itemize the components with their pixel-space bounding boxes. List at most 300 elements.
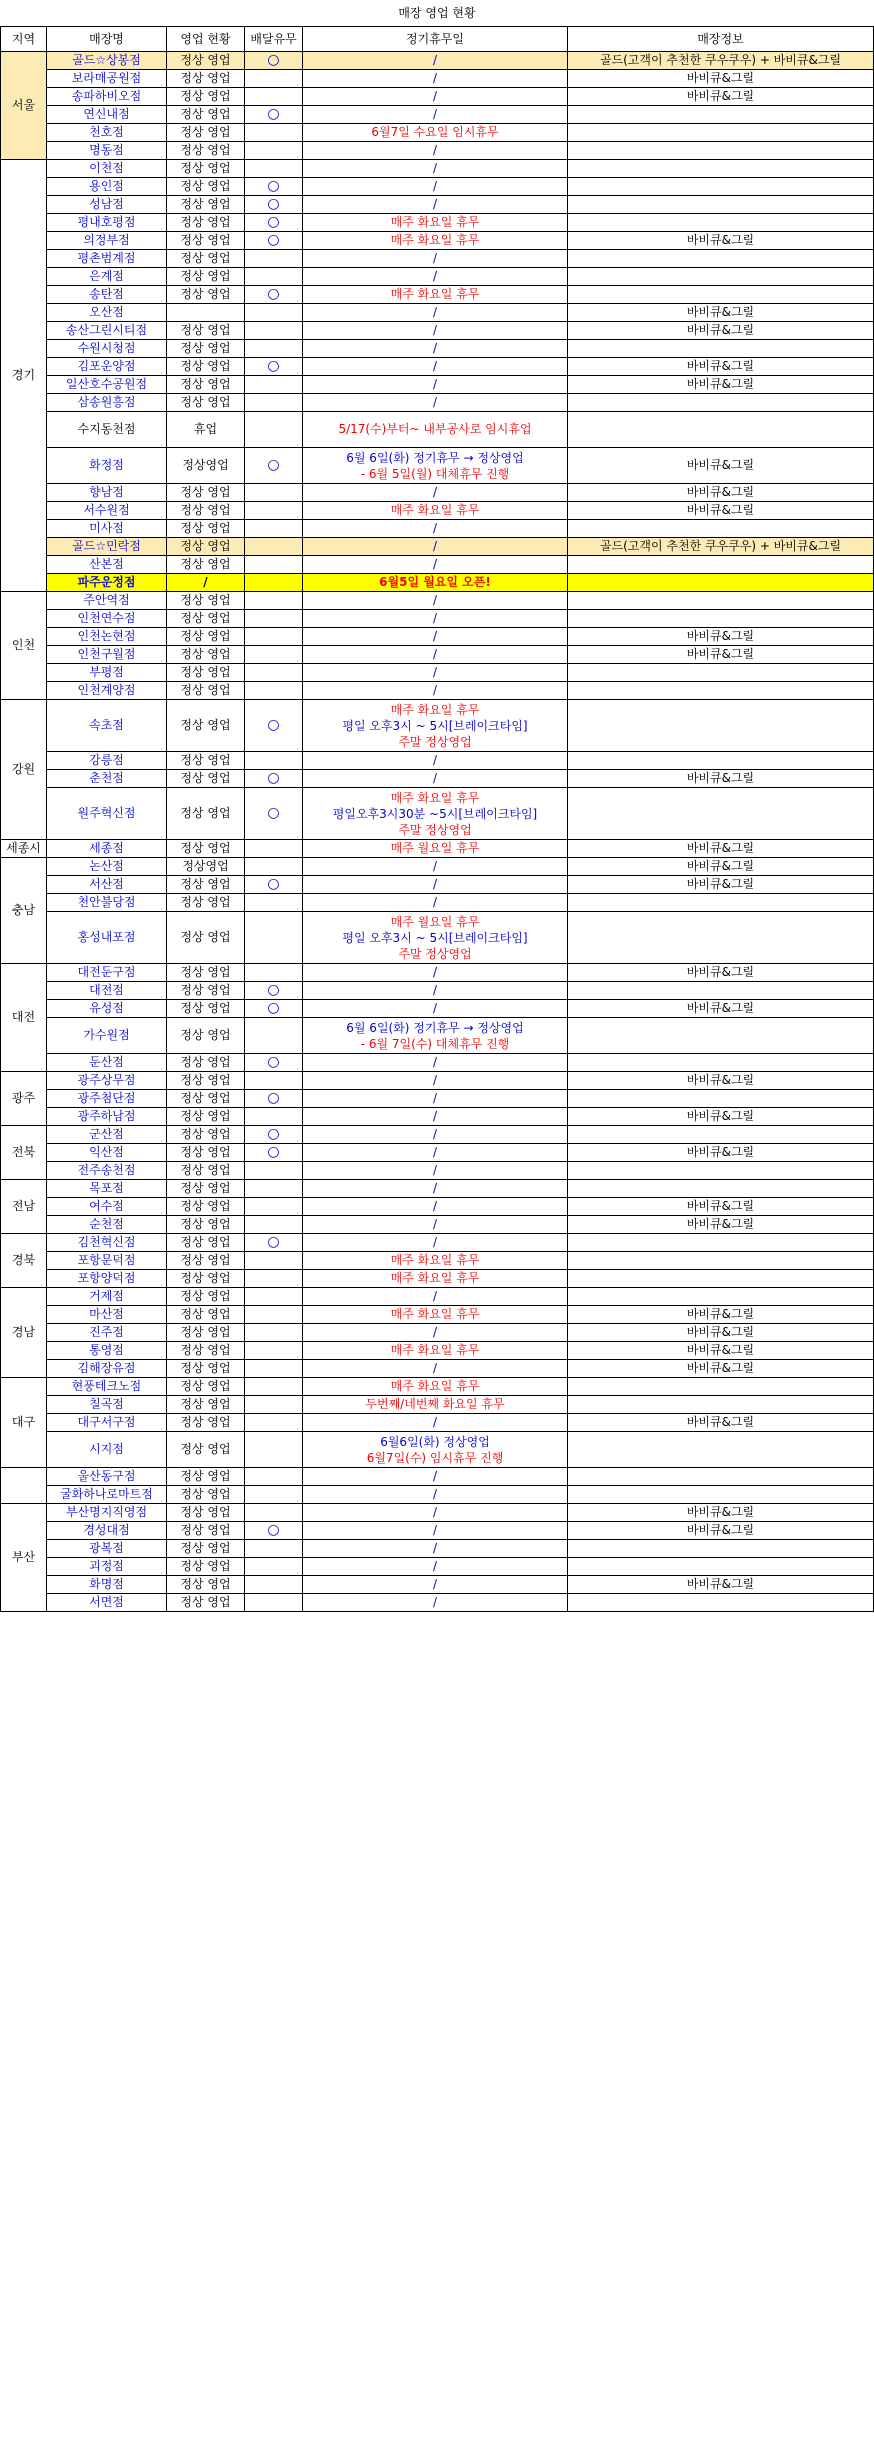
holiday-cell: 매주 화요일 휴무 (303, 1252, 568, 1270)
holiday-cell: / (303, 982, 568, 1000)
holiday-cell: / (303, 142, 568, 160)
store-info (568, 574, 874, 592)
store-name: 경성대점 (47, 1522, 167, 1540)
holiday-line: 주말 정상영업 (398, 946, 472, 961)
holiday-line: - 6월 5일(월) 대체휴무 진행 (360, 466, 510, 481)
store-name: 서수원점 (47, 502, 167, 520)
holiday-line: 6월 6일(화) 정기휴무 → 정상영업 (346, 1020, 524, 1035)
store-name: 통영점 (47, 1342, 167, 1360)
store-status: 정상 영업 (167, 664, 245, 682)
store-name: 논산점 (47, 858, 167, 876)
holiday-cell: / (303, 358, 568, 376)
delivery-cell (245, 142, 303, 160)
store-info: 바비큐&그릴 (568, 70, 874, 88)
store-name: 송파하비오점 (47, 88, 167, 106)
table-row (1, 1180, 874, 1198)
store-info (568, 160, 874, 178)
region-cell: 강원 (1, 700, 47, 840)
store-name: 광주하남점 (47, 1108, 167, 1126)
delivery-cell (245, 124, 303, 142)
holiday-cell: / (303, 1090, 568, 1108)
holiday-cell: 매주 화요일 휴무 (303, 214, 568, 232)
holiday-cell: / (303, 1108, 568, 1126)
table-row (1, 840, 874, 858)
holiday-cell: / (303, 1522, 568, 1540)
delivery-cell (245, 1018, 303, 1054)
store-name: 오산점 (47, 304, 167, 322)
table-row (1, 1270, 874, 1288)
delivery-cell (245, 1216, 303, 1234)
store-status: 정상 영업 (167, 178, 245, 196)
table-row (1, 1126, 874, 1144)
store-info: 골드(고객이 추천한 쿠우쿠우) + 바비큐&그릴 (568, 52, 874, 70)
holiday-line: 매주 화요일 휴무 (390, 790, 480, 805)
delivery-cell (245, 682, 303, 700)
store-status: 정상 영업 (167, 286, 245, 304)
store-name: 평내호평점 (47, 214, 167, 232)
table-row (1, 1162, 874, 1180)
holiday-cell: / (303, 1198, 568, 1216)
store-name: 이천점 (47, 160, 167, 178)
store-name: 순천점 (47, 1216, 167, 1234)
region-cell: 충남 (1, 858, 47, 964)
store-name: 송산그린시티점 (47, 322, 167, 340)
store-info: 바비큐&그릴 (568, 448, 874, 484)
header-status: 영업 현황 (167, 27, 245, 52)
store-info: 바비큐&그릴 (568, 964, 874, 982)
table-row (1, 142, 874, 160)
table-row (1, 1594, 874, 1612)
table-row (1, 286, 874, 304)
holiday-cell: 매주 화요일 휴무 (303, 1306, 568, 1324)
table-row (1, 682, 874, 700)
store-info (568, 394, 874, 412)
store-info: 바비큐&그릴 (568, 88, 874, 106)
delivery-circle-icon: ○ (245, 214, 303, 232)
store-status: 정상 영업 (167, 268, 245, 286)
store-name: 진주점 (47, 1324, 167, 1342)
delivery-cell (245, 1252, 303, 1270)
holiday-cell: / (303, 1540, 568, 1558)
store-name: 굴화하나로마트점 (47, 1486, 167, 1504)
holiday-cell: / (303, 322, 568, 340)
header-store-name: 매장명 (47, 27, 167, 52)
store-info: 바비큐&그릴 (568, 1324, 874, 1342)
store-name: 광복점 (47, 1540, 167, 1558)
store-info (568, 1270, 874, 1288)
store-name: 은계점 (47, 268, 167, 286)
store-status: 정상 영업 (167, 1162, 245, 1180)
holiday-cell: 매주 화요일 휴무 (303, 1342, 568, 1360)
store-name: 홍성내포점 (47, 912, 167, 964)
delivery-cell (245, 1486, 303, 1504)
store-name: 수원시청점 (47, 340, 167, 358)
table-row (1, 394, 874, 412)
store-status: 정상 영업 (167, 1072, 245, 1090)
table-row (1, 912, 874, 964)
store-name: 화명점 (47, 1576, 167, 1594)
holiday-cell: / (303, 1234, 568, 1252)
holiday-line: 평일 오후3시 ~ 5시[브레이크타임] (342, 718, 528, 733)
delivery-circle-icon: ○ (245, 106, 303, 124)
store-status: 정상 영업 (167, 124, 245, 142)
holiday-cell: 매주 화요일 휴무 (303, 286, 568, 304)
store-status: 정상 영업 (167, 1270, 245, 1288)
table-row (1, 592, 874, 610)
store-status: 정상영업 (167, 448, 245, 484)
store-status: 정상 영업 (167, 1540, 245, 1558)
table-row (1, 1234, 874, 1252)
table-row (1, 52, 874, 70)
store-name: 연신내점 (47, 106, 167, 124)
store-status: 정상 영업 (167, 894, 245, 912)
store-info (568, 1558, 874, 1576)
table-row (1, 1432, 874, 1468)
store-status: 정상 영업 (167, 770, 245, 788)
holiday-cell: / (303, 628, 568, 646)
store-status: 정상 영업 (167, 1342, 245, 1360)
store-status: 정상 영업 (167, 840, 245, 858)
store-info (568, 912, 874, 964)
holiday-cell: / (303, 752, 568, 770)
table-row (1, 1540, 874, 1558)
store-info: 골드(고객이 추천한 쿠우쿠우) + 바비큐&그릴 (568, 538, 874, 556)
store-name: 인천연수점 (47, 610, 167, 628)
store-name: 전주송천점 (47, 1162, 167, 1180)
holiday-cell: 매주 화요일 휴무 (303, 232, 568, 250)
delivery-cell (245, 340, 303, 358)
region-cell: 서울 (1, 52, 47, 160)
store-name: 거제점 (47, 1288, 167, 1306)
store-name: 김천혁신점 (47, 1234, 167, 1252)
store-info: 바비큐&그릴 (568, 232, 874, 250)
holiday-cell: / (303, 52, 568, 70)
store-status: 정상 영업 (167, 1594, 245, 1612)
store-table-body (1, 52, 874, 1612)
holiday-cell: / (303, 1216, 568, 1234)
store-info: 바비큐&그릴 (568, 1576, 874, 1594)
delivery-cell (245, 894, 303, 912)
table-row (1, 1378, 874, 1396)
holiday-cell (303, 1432, 568, 1468)
delivery-circle-icon: ○ (245, 876, 303, 894)
delivery-cell (245, 646, 303, 664)
store-name: 속초점 (47, 700, 167, 752)
table-row (1, 788, 874, 840)
table-row (1, 556, 874, 574)
table-row (1, 700, 874, 752)
table-row (1, 1144, 874, 1162)
store-info (568, 1396, 874, 1414)
store-status: 정상 영업 (167, 1252, 245, 1270)
store-info: 바비큐&그릴 (568, 876, 874, 894)
delivery-circle-icon: ○ (245, 1054, 303, 1072)
table-row (1, 448, 874, 484)
holiday-cell: / (303, 646, 568, 664)
store-status: 정상 영업 (167, 1216, 245, 1234)
region-cell: 인천 (1, 592, 47, 700)
store-info (568, 1180, 874, 1198)
store-name: 대구서구점 (47, 1414, 167, 1432)
store-name: 인천계양점 (47, 682, 167, 700)
holiday-cell: / (303, 682, 568, 700)
store-status: 정상 영업 (167, 142, 245, 160)
table-row (1, 358, 874, 376)
table-row (1, 106, 874, 124)
delivery-cell (245, 1342, 303, 1360)
store-name: 여수점 (47, 1198, 167, 1216)
store-name: 익산점 (47, 1144, 167, 1162)
store-table (0, 26, 874, 1612)
table-row (1, 1360, 874, 1378)
store-status: 정상 영업 (167, 610, 245, 628)
delivery-circle-icon: ○ (245, 1144, 303, 1162)
table-row (1, 160, 874, 178)
table-row (1, 1306, 874, 1324)
store-name: 세종점 (47, 840, 167, 858)
delivery-circle-icon: ○ (245, 700, 303, 752)
holiday-cell: / (303, 1054, 568, 1072)
delivery-cell (245, 840, 303, 858)
delivery-cell (245, 376, 303, 394)
delivery-circle-icon: ○ (245, 232, 303, 250)
store-status: 정상 영업 (167, 1018, 245, 1054)
store-status: 정상 영업 (167, 1306, 245, 1324)
table-row (1, 1198, 874, 1216)
table-row (1, 376, 874, 394)
holiday-cell: / (303, 304, 568, 322)
store-info (568, 664, 874, 682)
store-info (568, 268, 874, 286)
holiday-cell: / (303, 376, 568, 394)
store-status: 정상 영업 (167, 1126, 245, 1144)
store-name: 시지점 (47, 1432, 167, 1468)
store-info (568, 142, 874, 160)
delivery-cell (245, 1504, 303, 1522)
holiday-cell: 매주 월요일 휴무 (303, 840, 568, 858)
delivery-cell (245, 610, 303, 628)
store-info (568, 196, 874, 214)
holiday-cell: / (303, 1558, 568, 1576)
store-info: 바비큐&그릴 (568, 1144, 874, 1162)
store-status: 정상 영업 (167, 52, 245, 70)
table-row (1, 214, 874, 232)
store-status: 정상 영업 (167, 1558, 245, 1576)
table-row (1, 876, 874, 894)
store-status: 정상 영업 (167, 1180, 245, 1198)
store-info (568, 520, 874, 538)
holiday-cell: / (303, 1324, 568, 1342)
holiday-line: - 6월 7일(수) 대체휴무 진행 (360, 1036, 510, 1051)
store-info (568, 178, 874, 196)
store-status: 정상 영업 (167, 340, 245, 358)
holiday-cell: / (303, 1126, 568, 1144)
store-status: 정상 영업 (167, 1432, 245, 1468)
store-name: 울산동구점 (47, 1468, 167, 1486)
store-name: 군산점 (47, 1126, 167, 1144)
store-status: 정상 영업 (167, 106, 245, 124)
holiday-cell: / (303, 610, 568, 628)
store-name: 삼송원흥점 (47, 394, 167, 412)
region-cell: 경기 (1, 160, 47, 592)
store-info (568, 1432, 874, 1468)
store-info: 바비큐&그릴 (568, 646, 874, 664)
table-row (1, 70, 874, 88)
table-row (1, 484, 874, 502)
store-name: 춘천점 (47, 770, 167, 788)
delivery-cell (245, 1576, 303, 1594)
holiday-line: 주말 정상영업 (398, 822, 472, 837)
store-status: 정상 영업 (167, 1576, 245, 1594)
holiday-cell: 6월5일 월요일 오픈! (303, 574, 568, 592)
store-status: 정상 영업 (167, 752, 245, 770)
store-status: 정상 영업 (167, 520, 245, 538)
store-info: 바비큐&그릴 (568, 502, 874, 520)
table-row (1, 502, 874, 520)
table-row (1, 770, 874, 788)
store-status: 정상 영업 (167, 70, 245, 88)
delivery-cell (245, 322, 303, 340)
store-info (568, 1126, 874, 1144)
store-status: 정상 영업 (167, 232, 245, 250)
region-cell: 전북 (1, 1126, 47, 1180)
holiday-cell (303, 448, 568, 484)
store-status: 정상 영업 (167, 322, 245, 340)
holiday-cell: / (303, 1000, 568, 1018)
store-name: 보라매공원점 (47, 70, 167, 88)
store-name: 포항양덕점 (47, 1270, 167, 1288)
delivery-cell (245, 268, 303, 286)
table-row (1, 646, 874, 664)
store-name: 김해장유점 (47, 1360, 167, 1378)
table-row (1, 124, 874, 142)
table-row (1, 412, 874, 448)
delivery-cell (245, 752, 303, 770)
holiday-cell: / (303, 1360, 568, 1378)
delivery-cell (245, 484, 303, 502)
store-info (568, 1252, 874, 1270)
header-region: 지역 (1, 27, 47, 52)
store-name: 송탄점 (47, 286, 167, 304)
store-status: 정상 영업 (167, 682, 245, 700)
holiday-cell: / (303, 250, 568, 268)
store-status: 휴업 (167, 412, 245, 448)
store-name: 명동점 (47, 142, 167, 160)
holiday-cell: / (303, 1576, 568, 1594)
table-row (1, 610, 874, 628)
holiday-cell: / (303, 1180, 568, 1198)
store-info: 바비큐&그릴 (568, 770, 874, 788)
holiday-cell: 두번째/네번째 화요일 휴무 (303, 1396, 568, 1414)
store-name: 성남점 (47, 196, 167, 214)
store-info: 바비큐&그릴 (568, 322, 874, 340)
store-info (568, 1486, 874, 1504)
table-row (1, 1216, 874, 1234)
store-status: 정상 영업 (167, 912, 245, 964)
holiday-cell: 5/17(수)부터~ 내부공사로 임시휴업 (303, 412, 568, 448)
table-row (1, 1468, 874, 1486)
delivery-cell (245, 394, 303, 412)
table-row (1, 894, 874, 912)
store-status: 정상 영업 (167, 1504, 245, 1522)
holiday-cell: / (303, 70, 568, 88)
store-status: 정상 영업 (167, 628, 245, 646)
table-row (1, 520, 874, 538)
holiday-cell: / (303, 520, 568, 538)
delivery-cell (245, 1396, 303, 1414)
store-info (568, 250, 874, 268)
store-info (568, 124, 874, 142)
delivery-cell (245, 574, 303, 592)
store-info (568, 1018, 874, 1054)
store-info (568, 106, 874, 124)
store-name: 광주상무점 (47, 1072, 167, 1090)
store-status: 정상 영업 (167, 358, 245, 376)
store-info (568, 1540, 874, 1558)
table-row (1, 574, 874, 592)
table-row (1, 628, 874, 646)
store-name: 용인점 (47, 178, 167, 196)
holiday-line: 평일 오후3시 ~ 5시[브레이크타임] (342, 930, 528, 945)
store-info: 바비큐&그릴 (568, 1414, 874, 1432)
store-info: 바비큐&그릴 (568, 628, 874, 646)
table-row (1, 322, 874, 340)
store-info (568, 1378, 874, 1396)
holiday-line: 주말 정상영업 (398, 734, 472, 749)
store-info (568, 1090, 874, 1108)
store-status: 정상 영업 (167, 196, 245, 214)
holiday-cell: / (303, 160, 568, 178)
region-cell: 부산 (1, 1504, 47, 1612)
delivery-cell (245, 502, 303, 520)
table-row (1, 250, 874, 268)
holiday-cell (303, 788, 568, 840)
store-status: 정상 영업 (167, 160, 245, 178)
holiday-cell: / (303, 268, 568, 286)
store-name: 광주첨단점 (47, 1090, 167, 1108)
delivery-cell (245, 1270, 303, 1288)
delivery-circle-icon: ○ (245, 1234, 303, 1252)
store-status: 정상 영업 (167, 876, 245, 894)
store-status: 정상 영업 (167, 1144, 245, 1162)
store-status: 정상 영업 (167, 1090, 245, 1108)
store-status: 정상 영업 (167, 788, 245, 840)
table-row (1, 1486, 874, 1504)
store-info: 바비큐&그릴 (568, 304, 874, 322)
store-name: 괴정점 (47, 1558, 167, 1576)
table-row (1, 982, 874, 1000)
holiday-cell (303, 700, 568, 752)
store-info (568, 1594, 874, 1612)
delivery-cell (245, 858, 303, 876)
delivery-cell (245, 1306, 303, 1324)
holiday-line: 매주 화요일 휴무 (390, 702, 480, 717)
region-cell: 광주 (1, 1072, 47, 1126)
table-row (1, 232, 874, 250)
store-info: 바비큐&그릴 (568, 1198, 874, 1216)
delivery-cell (245, 912, 303, 964)
store-status: 정상 영업 (167, 1522, 245, 1540)
delivery-cell (245, 1414, 303, 1432)
store-name: 인천구월점 (47, 646, 167, 664)
store-status: 정상 영업 (167, 556, 245, 574)
table-row (1, 1342, 874, 1360)
store-info (568, 214, 874, 232)
region-cell: 경북 (1, 1234, 47, 1288)
holiday-cell: / (303, 664, 568, 682)
holiday-cell (303, 912, 568, 964)
store-status: 정상 영업 (167, 1324, 245, 1342)
